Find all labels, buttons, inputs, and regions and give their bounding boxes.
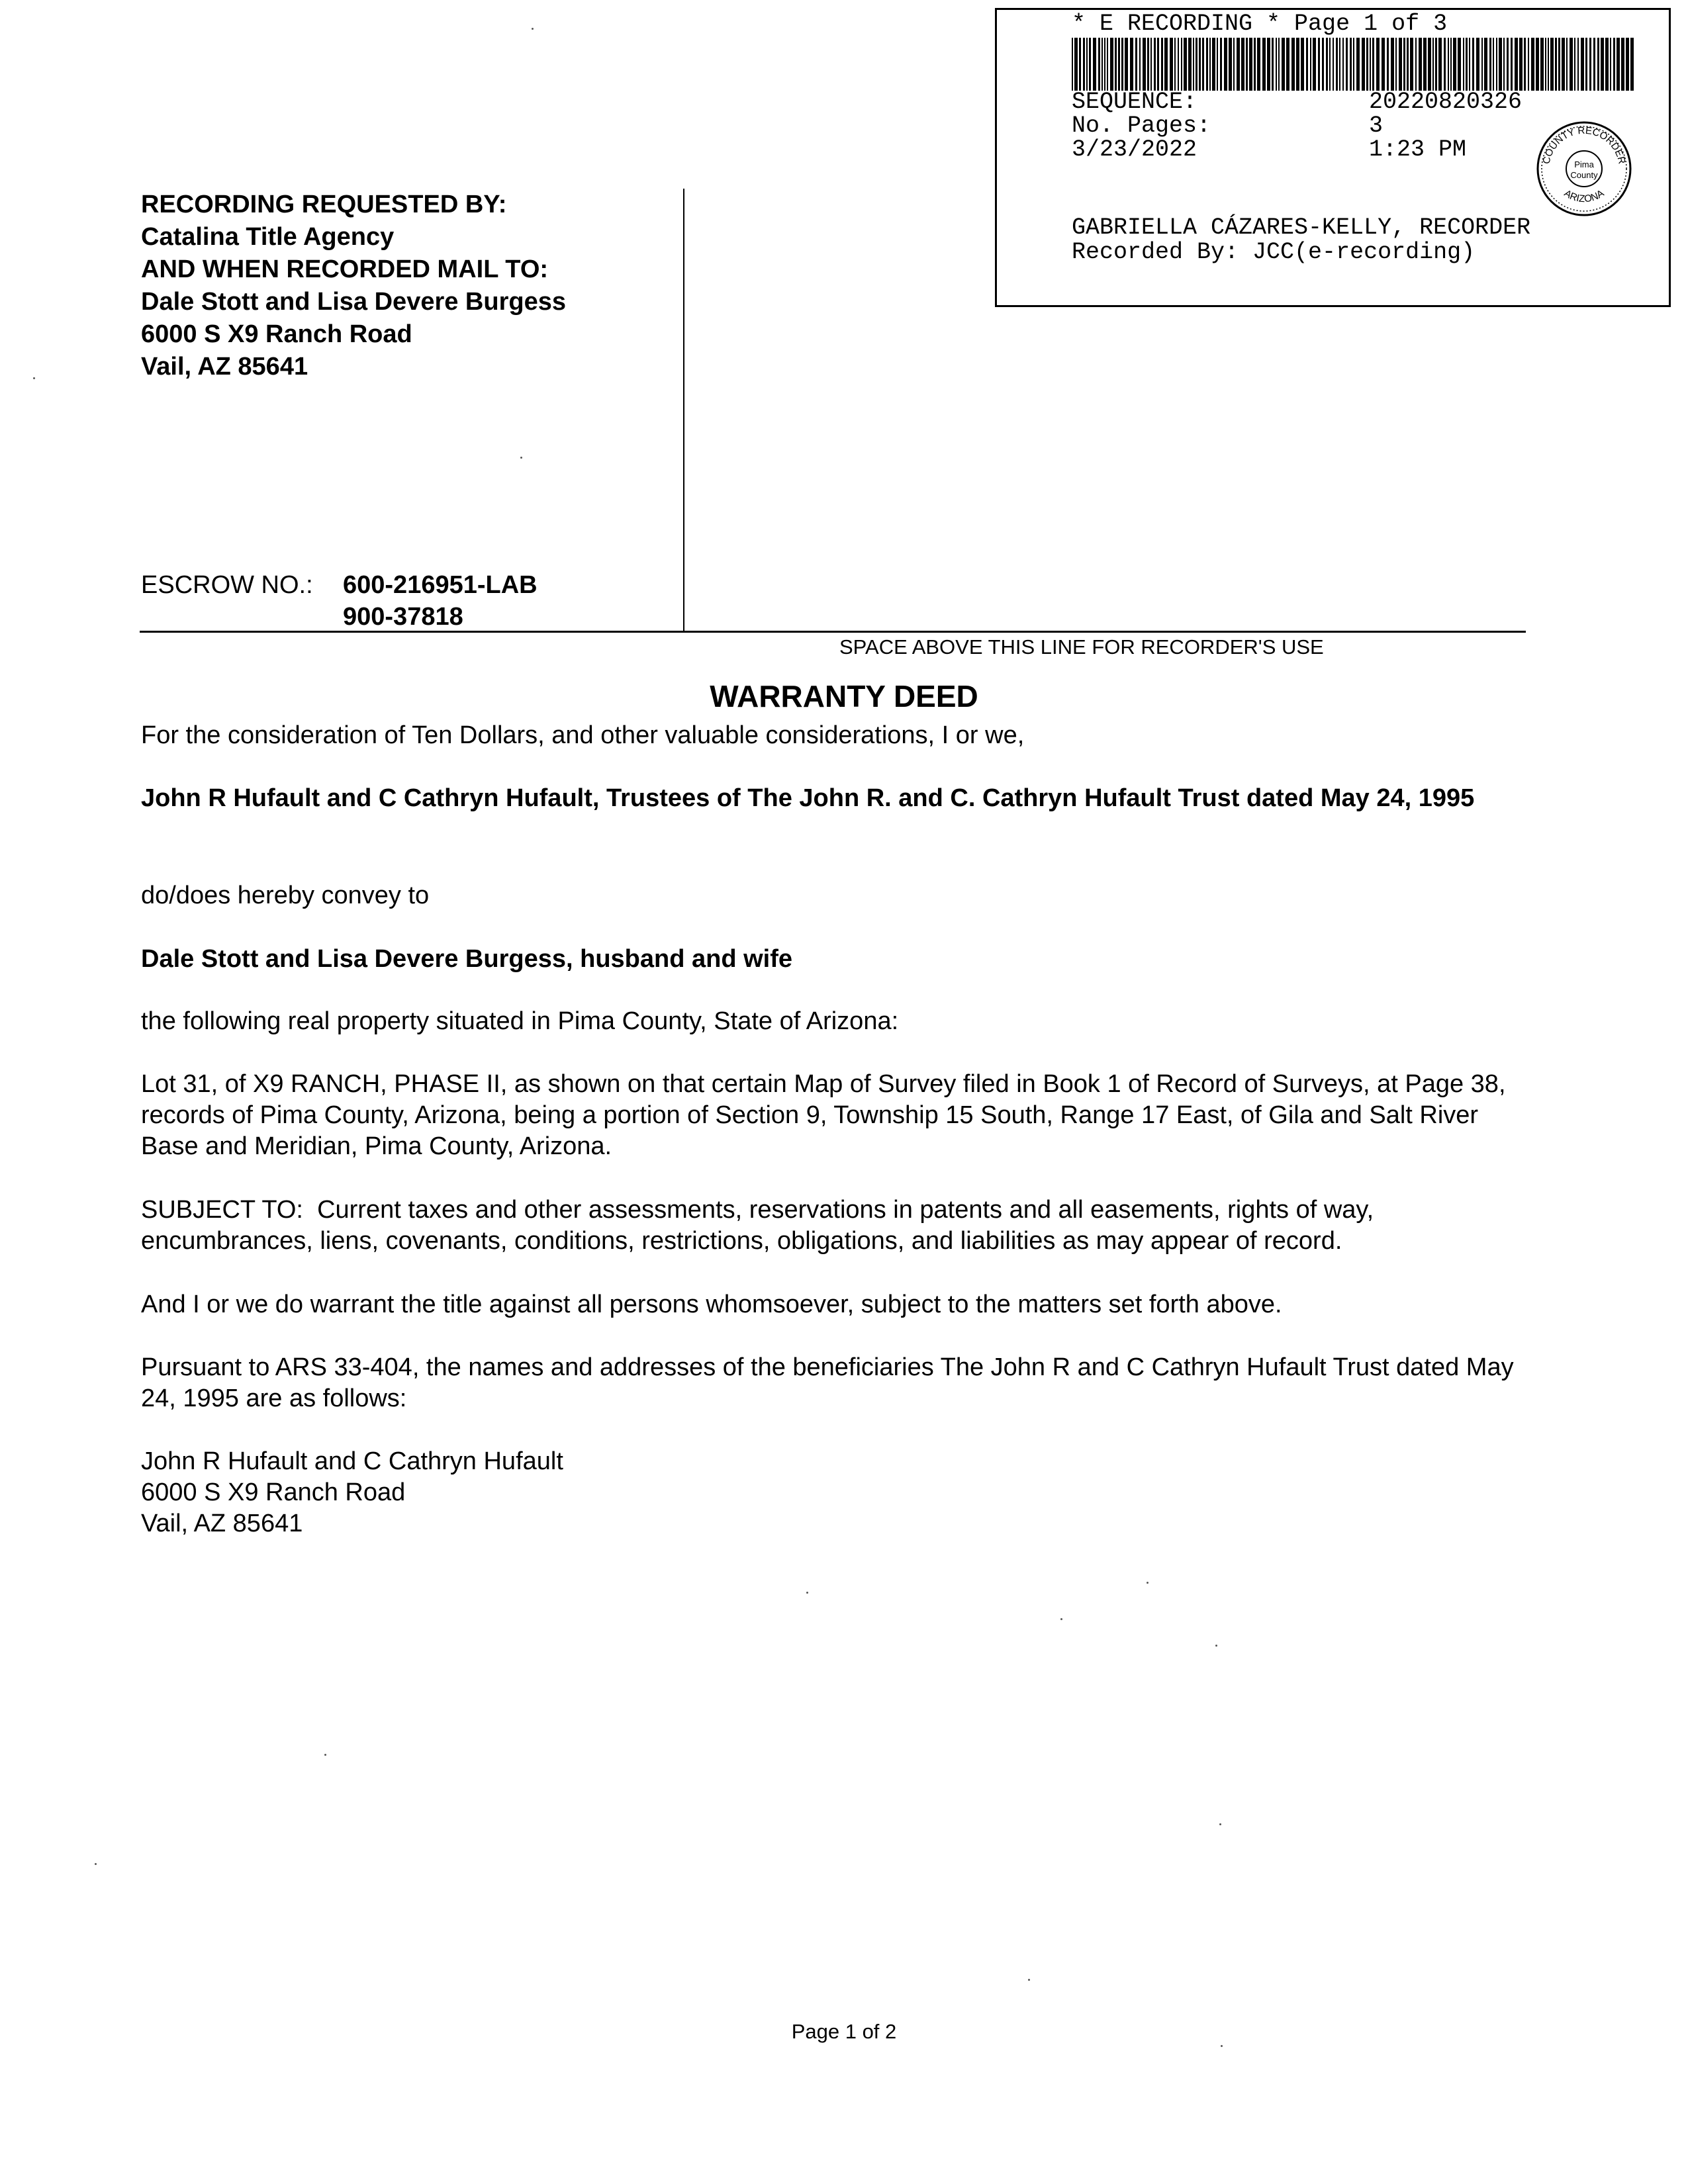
- barcode-bar: [1566, 38, 1568, 91]
- svg-text:ARIZONA: [1562, 188, 1607, 205]
- barcode-bar: [1346, 38, 1348, 91]
- barcode-bar: [1458, 38, 1461, 91]
- barcode-bar: [1423, 38, 1427, 91]
- barcode-bar: [1202, 38, 1204, 91]
- barcode-bar: [1098, 38, 1100, 91]
- property-intro-paragraph: the following real property situated in Pima County, State of Arizona:: [141, 1007, 899, 1035]
- barcode-bar: [1481, 38, 1483, 91]
- barcode-bar: [1548, 38, 1549, 91]
- barcode-bar: [1376, 38, 1380, 91]
- barcode-bar: [1435, 38, 1437, 91]
- scan-speck: [33, 377, 35, 379]
- barcode-bar: [1562, 38, 1565, 91]
- barcode-bar: [1555, 38, 1557, 91]
- barcode-bar: [1626, 38, 1629, 91]
- barcode-bar: [1161, 38, 1163, 91]
- barcode-bar: [1118, 38, 1120, 91]
- barcode-bar: [1115, 38, 1117, 91]
- escrow-number-secondary: 900-37818: [343, 603, 463, 631]
- barcode-bar: [1291, 38, 1295, 91]
- barcode-bar: [1499, 38, 1502, 91]
- barcode-bar: [1507, 38, 1509, 91]
- barcode-bar: [1415, 38, 1417, 91]
- beneficiary-address-block: [141, 1446, 1538, 1539]
- barcode-bar: [1574, 38, 1575, 91]
- barcode-bar: [1224, 38, 1227, 91]
- barcode-bar: [1353, 38, 1354, 91]
- barcode-bar: [1233, 38, 1235, 91]
- barcode-bar: [1174, 38, 1176, 91]
- barcode-bar: [1083, 38, 1085, 91]
- requested-by-heading: RECORDING REQUESTED BY:: [141, 191, 507, 218]
- page-number: Page 1 of 2: [791, 2020, 897, 2043]
- barcode-bar: [1503, 38, 1505, 91]
- barcode-bar: [1496, 38, 1497, 91]
- grantor-paragraph: John R Hufault and C Cathryn Hufault, Trustees of The John R. and C. Cathryn Hufault Trust dated May 24, 1995: [141, 784, 1475, 812]
- barcode-bar: [1282, 38, 1285, 91]
- scan-speck: [1147, 1582, 1149, 1584]
- barcode-bar: [1310, 38, 1311, 91]
- barcode-bar: [1438, 38, 1442, 91]
- barcode-bar: [1220, 38, 1222, 91]
- barcode-bar: [1545, 38, 1546, 91]
- barcode-bar: [1257, 38, 1260, 91]
- barcode-bar: [1356, 38, 1360, 91]
- barcode-bar: [1278, 38, 1280, 91]
- barcode-bar: [1286, 38, 1289, 91]
- recorder-name: GABRIELLA CÁZARES-KELLY, RECORDER: [1072, 214, 1531, 241]
- barcode: [1072, 38, 1634, 91]
- barcode-bar: [1469, 38, 1470, 91]
- barcode-bar: [1605, 38, 1609, 91]
- barcode-bar: [1493, 38, 1494, 91]
- barcode-bar: [1399, 38, 1402, 91]
- barcode-bar: [1188, 38, 1192, 91]
- barcode-bar: [1178, 38, 1179, 91]
- barcode-bar: [1104, 38, 1105, 91]
- barcode-bar: [1102, 38, 1103, 91]
- barcode-bar: [1089, 38, 1091, 91]
- county-recorder-seal: [1534, 119, 1634, 218]
- barcode-bar: [1326, 38, 1328, 91]
- recorded-by: Recorded By: JCC(e-recording): [1072, 239, 1476, 265]
- barcode-bar: [1448, 38, 1449, 91]
- barcode-bar: [1237, 38, 1240, 91]
- barcode-bar: [1147, 38, 1149, 91]
- beneficiary-city: Vail, AZ 85641: [141, 1510, 303, 1537]
- sequence-value: 20220820326: [1369, 89, 1523, 115]
- seal-center-line2: County: [1570, 170, 1598, 180]
- barcode-bar: [1419, 38, 1422, 91]
- recording-time: 1:23 PM: [1369, 136, 1467, 163]
- barcode-bar: [1466, 38, 1468, 91]
- barcode-bar: [1150, 38, 1152, 91]
- barcode-bar: [1387, 38, 1389, 91]
- scan-speck: [95, 1863, 97, 1865]
- sequence-label: SEQUENCE:: [1072, 89, 1197, 115]
- recorder-stamp-box: [995, 8, 1671, 307]
- recording-header: * E RECORDING * Page 1 of 3: [1072, 11, 1448, 37]
- barcode-bar: [1540, 38, 1544, 91]
- barcode-bar: [1217, 38, 1218, 91]
- barcode-bar: [1206, 38, 1208, 91]
- barcode-bar: [1617, 38, 1620, 91]
- barcode-bar: [1570, 38, 1573, 91]
- barcode-bar: [1157, 38, 1159, 91]
- barcode-bar: [1276, 38, 1277, 91]
- mail-to-street: 6000 S X9 Ranch Road: [141, 320, 412, 348]
- scan-speck: [806, 1592, 808, 1594]
- barcode-bar: [1135, 38, 1137, 91]
- barcode-bar: [1322, 38, 1324, 91]
- barcode-bar: [1199, 38, 1201, 91]
- barcode-bar: [1110, 38, 1113, 91]
- barcode-bar: [1558, 38, 1560, 91]
- barcode-bar: [1593, 38, 1595, 91]
- barcode-bar: [1336, 38, 1338, 91]
- barcode-bar: [1515, 38, 1518, 91]
- mail-to-heading: AND WHEN RECORDED MAIL TO:: [141, 255, 549, 283]
- barcode-bar: [1410, 38, 1413, 91]
- barcode-bar: [1229, 38, 1232, 91]
- barcode-bar: [1209, 38, 1211, 91]
- barcode-bar: [1372, 38, 1374, 91]
- seal-bottom-text: ARIZONA: [1562, 187, 1607, 205]
- barcode-bar: [1086, 38, 1088, 91]
- pages-value: 3: [1369, 113, 1383, 139]
- scan-speck: [1221, 2045, 1223, 2047]
- barcode-bar: [1072, 38, 1073, 91]
- beneficiaries-paragraph: Pursuant to ARS 33-404, the names and addresses of the beneficiaries The John R and C Cathryn Hufault Trust dated May 24, 1995 are as follows:: [141, 1353, 1514, 1412]
- barcode-bar: [1139, 38, 1141, 91]
- escrow-number: 600-216951-LAB: [343, 571, 538, 599]
- barcode-bar: [1154, 38, 1156, 91]
- pages-label: No. Pages:: [1072, 113, 1211, 139]
- header-divider-vertical: [683, 189, 684, 631]
- barcode-bar: [1597, 38, 1599, 91]
- barcode-bar: [1472, 38, 1474, 91]
- barcode-bar: [1333, 38, 1334, 91]
- recording-date: 3/23/2022: [1072, 136, 1197, 163]
- barcode-bar: [1318, 38, 1320, 91]
- scan-speck: [1215, 1645, 1217, 1647]
- barcode-bar: [1370, 38, 1371, 91]
- barcode-bar: [1267, 38, 1270, 91]
- barcode-bar: [1249, 38, 1252, 91]
- barcode-bar: [1339, 38, 1340, 91]
- barcode-bar: [1432, 38, 1434, 91]
- barcode-bar: [1246, 38, 1248, 91]
- barcode-bar: [1536, 38, 1539, 91]
- barcode-bar: [1630, 38, 1634, 91]
- scan-speck: [532, 28, 534, 30]
- barcode-bar: [1395, 38, 1397, 91]
- grantee-paragraph: Dale Stott and Lisa Devere Burgess, husband and wife: [141, 945, 793, 973]
- barcode-bar: [1125, 38, 1128, 91]
- mail-to-city: Vail, AZ 85641: [141, 353, 308, 381]
- barcode-bar: [1107, 38, 1108, 91]
- barcode-bar: [1453, 38, 1456, 91]
- barcode-bar: [1121, 38, 1123, 91]
- barcode-bar: [1610, 38, 1611, 91]
- barcode-bar: [1170, 38, 1173, 91]
- barcode-bar: [1407, 38, 1409, 91]
- legal-description-paragraph: Lot 31, of X9 RANCH, PHASE II, as shown on that certain Map of Survey filed in Book 1 of Record of Surveys, at Page 38, records of Pima County, Arizona, being a portion of Section 9, Township 15 South, Range 17 East, of Gila and Salt River Base and Meridian, Pima County, Arizona.: [141, 1070, 1506, 1160]
- warranty-paragraph: And I or we do warrant the title against all persons whomsoever, subject to the matters set forth above.: [141, 1291, 1282, 1318]
- barcode-bar: [1181, 38, 1182, 91]
- consideration-paragraph: For the consideration of Ten Dollars, and other valuable considerations, I or we,: [141, 721, 1025, 749]
- barcode-bar: [1184, 38, 1187, 91]
- barcode-bar: [1241, 38, 1244, 91]
- recorder-use-caption: SPACE ABOVE THIS LINE FOR RECORDER'S USE: [839, 635, 1324, 659]
- document-title: WARRANTY DEED: [710, 679, 978, 713]
- scan-speck: [520, 457, 522, 459]
- barcode-bar: [1366, 38, 1368, 91]
- barcode-bar: [1403, 38, 1405, 91]
- barcode-bar: [1585, 38, 1587, 91]
- barcode-bar: [1143, 38, 1146, 91]
- barcode-bar: [1528, 38, 1529, 91]
- seal-top-text: COUNTY RECORDER: [1540, 124, 1628, 165]
- barcode-bar: [1621, 38, 1624, 91]
- barcode-bar: [1531, 38, 1534, 91]
- barcode-bar: [1342, 38, 1344, 91]
- barcode-bar: [1130, 38, 1133, 91]
- barcode-bar: [1306, 38, 1308, 91]
- barcode-bar: [1193, 38, 1194, 91]
- barcode-bar: [1382, 38, 1385, 91]
- barcode-bar: [1296, 38, 1299, 91]
- barcode-bar: [1601, 38, 1604, 91]
- barcode-bar: [1254, 38, 1256, 91]
- seal-center-line1: Pima: [1574, 159, 1594, 169]
- barcode-bar: [1476, 38, 1479, 91]
- barcode-bar: [1577, 38, 1579, 91]
- barcode-bar: [1074, 38, 1078, 91]
- barcode-bar: [1164, 38, 1168, 91]
- barcode-bar: [1550, 38, 1554, 91]
- barcode-bar: [1212, 38, 1215, 91]
- barcode-bar: [1581, 38, 1584, 91]
- barcode-bar: [1262, 38, 1266, 91]
- barcode-bar: [1613, 38, 1615, 91]
- barcode-bar: [1093, 38, 1096, 91]
- barcode-bar: [1511, 38, 1513, 91]
- barcode-bar: [1484, 38, 1487, 91]
- beneficiary-street: 6000 S X9 Ranch Road: [141, 1479, 406, 1506]
- barcode-bar: [1196, 38, 1197, 91]
- barcode-bar: [1350, 38, 1352, 91]
- barcode-bar: [1444, 38, 1446, 91]
- barcode-bar: [1301, 38, 1304, 91]
- barcode-bar: [1489, 38, 1491, 91]
- barcode-bar: [1450, 38, 1452, 91]
- convey-paragraph: do/does hereby convey to: [141, 882, 430, 909]
- barcode-bar: [1519, 38, 1523, 91]
- mail-to-name: Dale Stott and Lisa Devere Burgess: [141, 288, 566, 316]
- recording-request-block: [141, 189, 566, 383]
- scan-speck: [1060, 1618, 1062, 1620]
- barcode-bar: [1524, 38, 1526, 91]
- scan-speck: [1219, 1823, 1221, 1825]
- escrow-label: ESCROW NO.:: [141, 571, 313, 599]
- beneficiary-name: John R Hufault and C Cathryn Hufault: [141, 1447, 563, 1475]
- barcode-bar: [1272, 38, 1274, 91]
- subject-to-paragraph: SUBJECT TO: Current taxes and other assessments, reservations in patents and all easements, rights of way, encumbrances, liens, covenants, conditions, restrictions, obligations, and liabilities as may appear of record.: [141, 1196, 1381, 1255]
- barcode-bar: [1589, 38, 1591, 91]
- scan-speck: [324, 1754, 326, 1756]
- barcode-bar: [1362, 38, 1365, 91]
- barcode-bar: [1313, 38, 1316, 91]
- barcode-bar: [1463, 38, 1464, 91]
- requested-by-name: Catalina Title Agency: [141, 223, 395, 251]
- barcode-bar: [1428, 38, 1431, 91]
- barcode-bar: [1079, 38, 1081, 91]
- scan-speck: [1028, 1979, 1030, 1981]
- barcode-bar: [1329, 38, 1331, 91]
- barcode-bar: [1391, 38, 1394, 91]
